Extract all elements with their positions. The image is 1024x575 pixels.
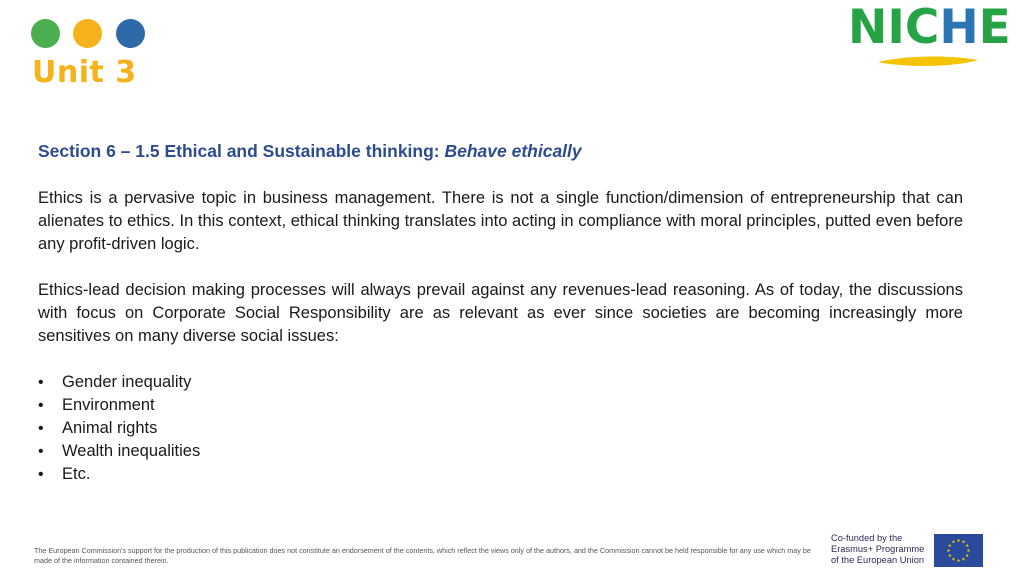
- bullet-icon: •: [38, 397, 44, 414]
- blue-dot: [116, 19, 145, 48]
- paragraph-ethics: Ethics is a pervasive topic in business management. There is not a single function/dimension of entrepreneurship that can alienates to ethics. In this context, ethical thinking translates into acting in compliance with moral principles, putted even before any profit-driven logic.: [38, 189, 963, 253]
- unit-title: Unit 3: [32, 55, 137, 90]
- eu-disclaimer: The European Commission's support for the production of this publication does not constitute an endorsement of the contents, which reflect the views only of the authors, and the Commission cannot be held responsible for any use which may be made of the information contained therein.: [34, 546, 811, 565]
- list-item: • Animal rights: [38, 417, 963, 440]
- list-item: • Etc.: [38, 463, 963, 486]
- cofunded-statement: Co-funded by the Erasmus+ Programme of the European Union: [831, 533, 925, 565]
- bullet-icon: •: [38, 420, 44, 437]
- list-item: • Gender inequality: [38, 371, 963, 394]
- yellow-dot: [73, 19, 102, 48]
- list-item: • Environment: [38, 394, 963, 417]
- slide-content: [38, 139, 963, 486]
- green-dot: [31, 19, 60, 48]
- list-item: • Wealth inequalities: [38, 440, 963, 463]
- bullet-icon: •: [38, 466, 44, 483]
- paragraph-decision-making: Ethics-lead decision making processes will always prevail against any revenues-lead reasoning. As of today, the discussions with focus on Corporate Social Responsibility are as relevant as ever since societies are becoming increasingly more sensitives on many diverse social issues:: [38, 281, 963, 345]
- logo-swoosh-icon: [876, 53, 980, 69]
- bullet-icon: •: [38, 374, 44, 391]
- niche-logo-text: NICHE: [848, 0, 1011, 55]
- niche-logo: [848, 0, 1014, 70]
- social-issues-list: [38, 371, 963, 486]
- eu-flag-icon: [934, 534, 983, 567]
- section-heading: Section 6 – 1.5 Ethical and Sustainable thinking: Behave ethically: [38, 141, 582, 161]
- bullet-icon: •: [38, 443, 44, 460]
